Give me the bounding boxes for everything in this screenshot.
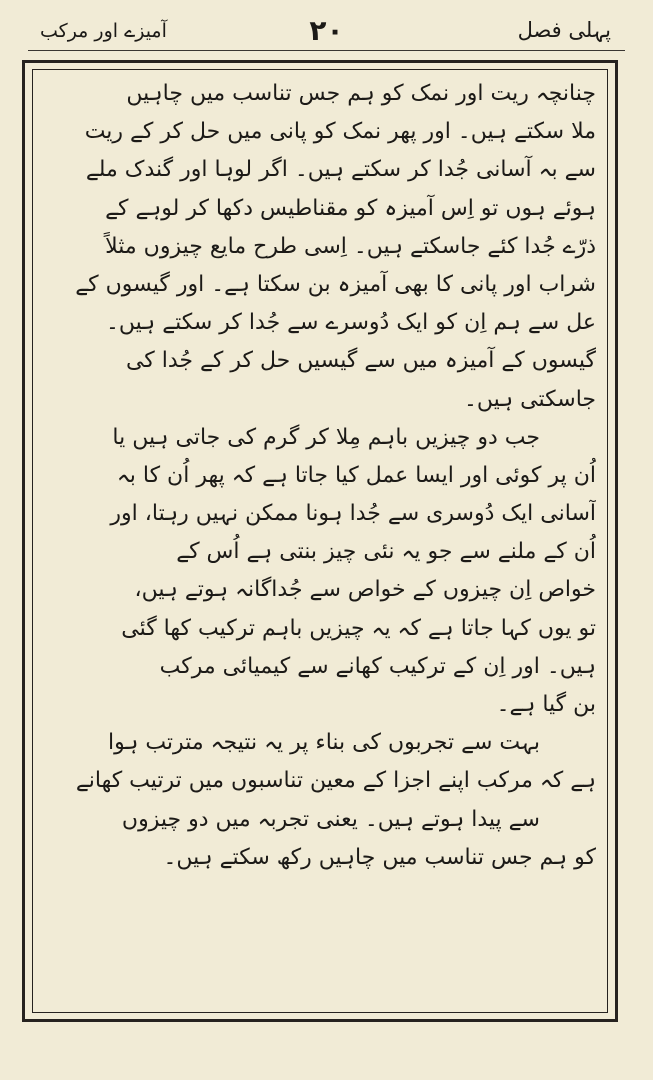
paragraph-1 [44,75,596,419]
text-line: ذرّے جُدا کئے جاسکتے ہیں۔ اِسی طرح مایع چیزوں مثلاً [105,233,596,259]
text-line: جب دو چیزیں باہم مِلا کر گرم کی جاتی ہیں یا [112,424,540,450]
text-line: ہوئے ہوں تو اِس آمیزہ کو مقناطیس دکھا کر لوہے کے [105,195,596,221]
text-line: عل سے ہم اِن کو ایک دُوسرے سے جُدا کر سکتے ہیں۔ [106,310,596,336]
text-line: اُن کے ملنے سے جو یہ نئی چیز بنتی ہے اُس کے [176,539,596,565]
text-line: چنانچہ ریت اور نمک کو ہم جس تناسب میں چاہیں [126,81,596,106]
text-line: شراب اور پانی کا بھی آمیزہ بن سکتا ہے۔ اور گیسوں کے [75,271,596,297]
text-line: سے پیدا ہوتے ہیں۔ یعنی تجربہ میں دو چیزوں [121,806,540,832]
text-line: ہے کہ مرکب اپنے اجزا کے معین تناسبوں میں ترتیب کھانے [75,768,596,794]
text-line: بہت سے تجربوں کی بناء پر یہ نتیجہ مترتب ہوا [107,730,540,756]
header-rule [28,50,625,51]
text-line: بن گیا ہے۔ [496,692,596,717]
text-line: تو یوں کہا جاتا ہے کہ یہ چیزیں باہم ترکیب کھا گئی [121,615,596,641]
text-line: کو ہم جس تناسب میں چاہیں رکھ سکتے ہیں۔ [163,844,596,870]
text-line: خواص اِن چیزوں کے خواص سے جُداگانہ ہوتے ہیں، [134,577,596,603]
text-line: ہیں۔ اور اِن کے ترکیب کھانے سے کیمیائی مرکب [159,653,596,679]
paragraph-2 [44,419,596,725]
paragraph-3 [44,724,596,877]
page-number: ۲۰ [309,14,344,47]
chapter-heading: پہلی فصل [517,18,611,42]
text-line: ملا سکتے ہیں۔ اور پھر نمک کو پانی میں حل کر کے ریت [84,119,596,145]
text-line: آسانی ایک دُوسری سے جُدا ہونا ممکن نہیں رہتا، اور [110,501,596,527]
text-line: اُن پر کوئی اور ایسا عمل کیا جاتا ہے کہ پھر اُن کا بہ [116,462,596,488]
text-line: سے بہ آسانی جُدا کر سکتے ہیں۔ اگر لوہا اور گندک ملے [85,157,596,183]
running-title: آمیزے اور مرکب [40,20,167,42]
page-header [30,14,623,54]
body-text [44,75,596,877]
text-line: گیسوں کے آمیزہ میں سے گیسیں حل کر کے جُدا کی [125,348,596,374]
text-line: جاسکتی ہیں۔ [463,386,596,412]
